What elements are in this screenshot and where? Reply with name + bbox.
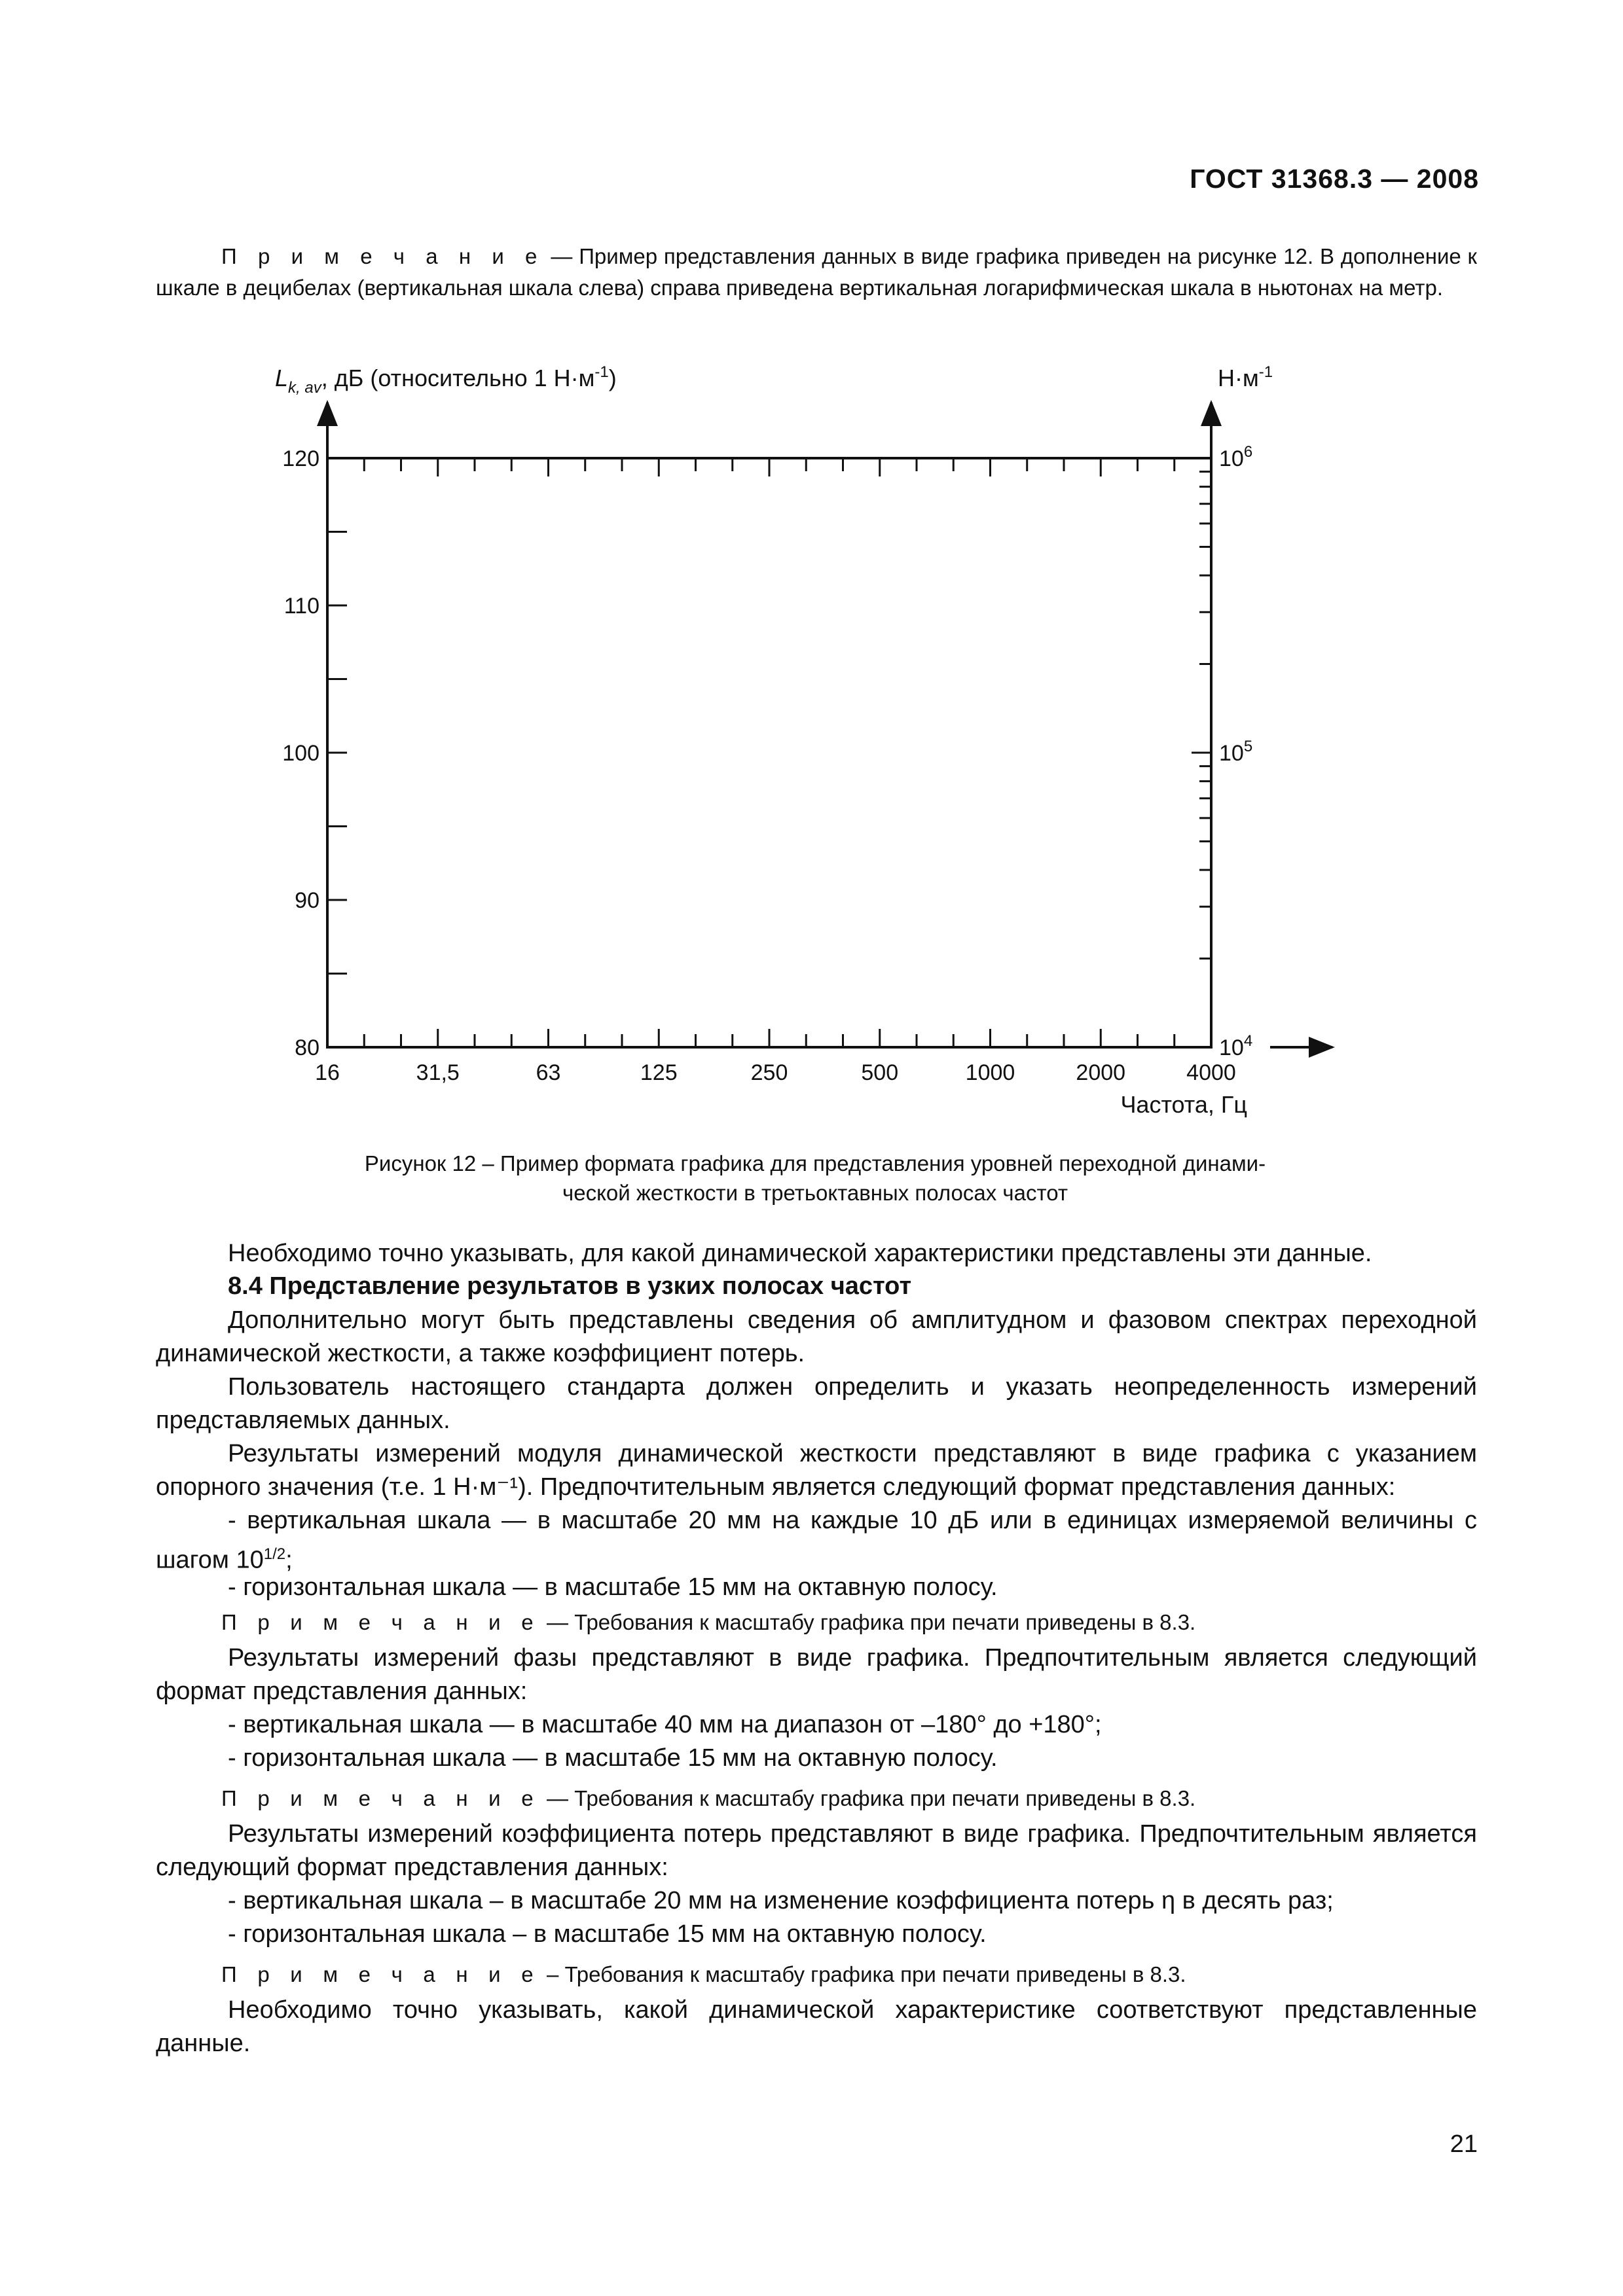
y-tick-label: 80 [295, 1035, 319, 1060]
section-heading: 8.4 Представление результатов в узких полосах частот [228, 1272, 912, 1300]
note-3: П р и м е ч а н и е – Требования к масштабу графика при печати приведены в 8.3. [221, 1962, 1186, 1986]
figure-note [156, 241, 1477, 304]
paragraph-3: Пользователь настоящего стандарта должен определить и указать неопределенность измерений представляемых данных. [156, 1373, 1477, 1434]
right-axis-label: $Н\cdot м^{-1}$ [1218, 363, 1273, 391]
y-tick-label-right: $10^6$ [1219, 443, 1253, 471]
y-tick-label: 90 [295, 888, 319, 913]
paragraph-5: Результаты измерений фазы представляют в виде графика. Предпочтительным является следующий формат представления данных: [156, 1644, 1477, 1705]
x-axis-label: Частота, Гц [1120, 1091, 1247, 1118]
paragraph-6-item-1: - вертикальная шкала – в масштабе 20 мм на изменение коэффициента потерь η в десять раз; [228, 1887, 1334, 1914]
x-tick-label: 250 [750, 1060, 788, 1085]
paragraph-5-item-1: - вертикальная шкала — в масштабе 40 мм на диапазон от –180° до +180°; [228, 1711, 1102, 1738]
x-tick-label: 500 [861, 1060, 899, 1085]
figure-caption [157, 1149, 1473, 1208]
note-text: — Пример представления данных в виде графика приведен на рисунке 12. В дополнение к шкале в децибелах (вертикальная шкала слева) справа приведена вертикальная логарифмическая шкала в ньютонах на метр. [156, 244, 1477, 300]
caption-line-1: Рисунок 12 – Пример формата графика для представления уровней переходной динами- [364, 1151, 1266, 1175]
paragraph-1: Необходимо точно указывать, для какой динамической характеристики представлены эти данные. [228, 1240, 1372, 1267]
x-tick-label: 63 [536, 1060, 561, 1085]
y-tick-label: 110 [283, 594, 319, 619]
paragraph-4: Результаты измерений модуля динамической жесткости представляют в виде графика с указанием опорного значения (т.е. 1 Н·м⁻¹). Предпочтительным является следующий формат представления данных: [156, 1440, 1477, 1501]
y-tick-label: 100 [282, 741, 319, 766]
x-tick-label: 4000 [1186, 1060, 1236, 1085]
caption-line-2: ческой жесткости в третьоктавных полосах частот [562, 1181, 1068, 1205]
x-tick-label: 16 [315, 1060, 340, 1085]
paragraph-6-item-2: - горизонтальная шкала – в масштабе 15 мм на октавную полосу. [228, 1920, 987, 1948]
plot-frame [327, 458, 1211, 1047]
document-code: ГОСТ 31368.3 — 2008 [1190, 164, 1479, 194]
note-2: П р и м е ч а н и е — Требования к масштабу графика при печати приведены в 8.3. [221, 1786, 1196, 1810]
paragraph-2: Дополнительно могут быть представлены сведения об амплитудном и фазовом спектрах переходной динамической жесткости, а также коэффициент потерь. [156, 1306, 1477, 1367]
note-1: П р и м е ч а н и е — Требования к масштабу графика при печати приведены в 8.3. [221, 1610, 1196, 1634]
left-axis-label: $L_{k, av}$, дБ (относительно 1 $Н\cdot м^{-1}$) [275, 363, 617, 397]
y-tick-label-right: $10^5$ [1219, 738, 1253, 766]
x-tick-label: 2000 [1076, 1060, 1126, 1085]
x-tick-label: 125 [640, 1060, 678, 1085]
paragraph-5-item-2: - горизонтальная шкала — в масштабе 15 мм на октавную полосу. [228, 1744, 998, 1772]
paragraph-7: Необходимо точно указывать, какой динамической характеристике соответствуют представленные данные. [156, 1996, 1477, 2057]
y-tick-label-right: $10^4$ [1219, 1032, 1253, 1060]
note-label: П р и м е ч а н и е [221, 244, 545, 268]
chart-figure [249, 353, 1362, 1132]
paragraph-4-item-2: - горизонтальная шкала — в масштабе 15 мм на октавную полосу. [228, 1573, 998, 1601]
paragraph-6: Результаты измерений коэффициента потерь представляют в виде графика. Предпочтительным является следующий формат представления данных: [156, 1820, 1477, 1881]
x-tick-label: 1000 [965, 1060, 1015, 1085]
page-number: 21 [1450, 2130, 1478, 2158]
x-tick-label: 31,5 [416, 1060, 460, 1085]
y-tick-label: 120 [282, 446, 319, 471]
paragraph-4-item-1: - вертикальная шкала — в масштабе 20 мм на каждые 10 дБ или в единицах измеряемой величины с шагом $10^{1/2}$; [156, 1507, 1477, 1574]
